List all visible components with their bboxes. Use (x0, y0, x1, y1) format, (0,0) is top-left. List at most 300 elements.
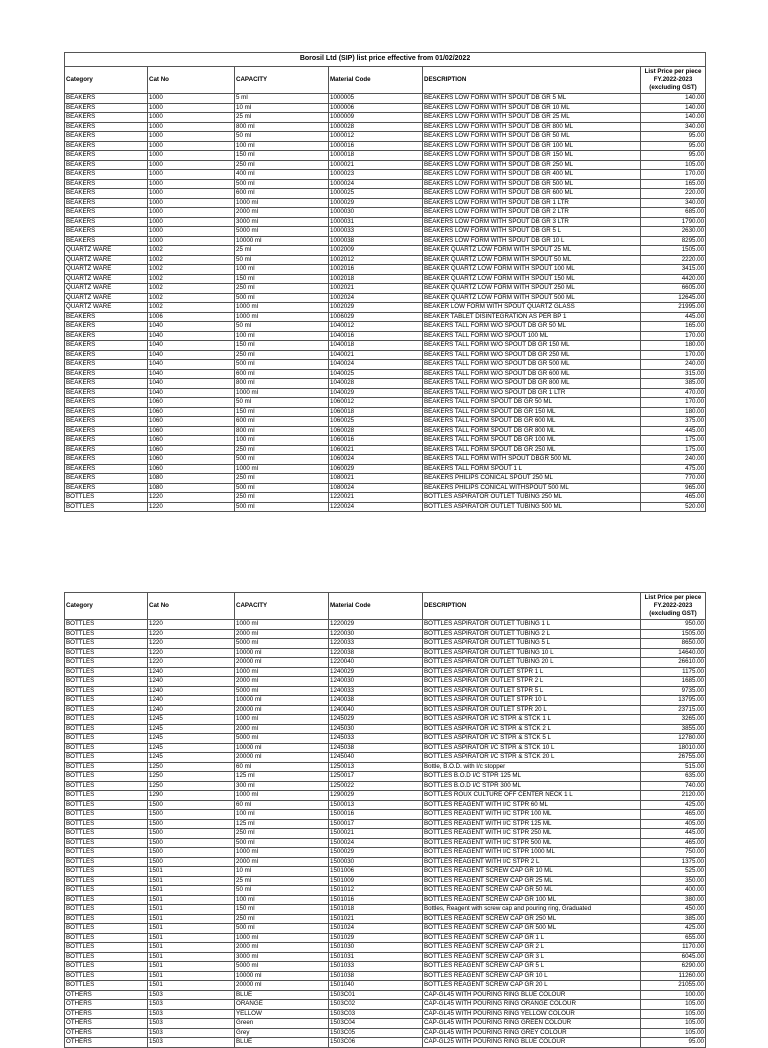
cell-capacity: 1000 ml (235, 303, 329, 313)
cell-cat-no: 1501 (148, 981, 235, 991)
cell-list-price: 1505.00 (641, 246, 706, 256)
cell-list-price: 13795.00 (641, 696, 706, 706)
cell-description: BEAKERS TALL FORM WITH SPOUT DBGR 500 ML (423, 455, 641, 465)
cell-description: Bottle, B.O.D. with I/c stopper (423, 762, 641, 772)
cell-category: QUARTZ WARE (65, 274, 148, 284)
cell-cat-no: 1240 (148, 677, 235, 687)
table-row (65, 895, 706, 905)
document-title: Borosil Ltd (SIP) list price effective from 01/02/2022 (65, 53, 706, 67)
cell-description: BEAKERS TALL FORM W/O SPOUT DB GR 800 ML (423, 379, 641, 389)
table-row (65, 132, 706, 142)
table-row (65, 886, 706, 896)
cell-capacity: 800 ml (235, 122, 329, 132)
table-row (65, 677, 706, 687)
cell-cat-no: 1000 (148, 198, 235, 208)
cell-category: BOTTLES (65, 648, 148, 658)
cell-category: BEAKERS (65, 398, 148, 408)
cell-description: BOTTLES ASPIRATOR OUTLET STPR 20 L (423, 705, 641, 715)
cell-cat-no: 1040 (148, 322, 235, 332)
cell-description: BOTTLES REAGENT SCREW CAP GR 10 L (423, 971, 641, 981)
table-row (65, 113, 706, 123)
cell-category: BEAKERS (65, 417, 148, 427)
cell-cat-no: 1503 (148, 1009, 235, 1019)
table-row (65, 502, 706, 512)
cell-material-code: 1500013 (329, 800, 423, 810)
cell-list-price: 445.00 (641, 426, 706, 436)
cell-description: BOTTLES REAGENT WITH I/C STPR 500 ML (423, 838, 641, 848)
cell-description: BEAKERS LOW FORM WITH SPOUT DB GR 800 ML (423, 122, 641, 132)
cell-cat-no: 1501 (148, 905, 235, 915)
table-row (65, 141, 706, 151)
cell-capacity: 800 ml (235, 426, 329, 436)
table-row (65, 620, 706, 630)
cell-list-price: 525.00 (641, 867, 706, 877)
cell-list-price: 1375.00 (641, 857, 706, 867)
cell-material-code: 1503C03 (329, 1009, 423, 1019)
cell-category: BOTTLES (65, 667, 148, 677)
table-row (65, 962, 706, 972)
cell-cat-no: 1503 (148, 1019, 235, 1029)
cell-material-code: 1220040 (329, 658, 423, 668)
cell-category: BOTTLES (65, 810, 148, 820)
cell-capacity: 2000 ml (235, 629, 329, 639)
table-row (65, 189, 706, 199)
cell-description: BOTTLES REAGENT SCREW CAP GR 50 ML (423, 886, 641, 896)
cell-list-price: 165.00 (641, 179, 706, 189)
cell-description: BOTTLES ASPIRATOR OUTLET TUBING 10 L (423, 648, 641, 658)
cell-category: BOTTLES (65, 724, 148, 734)
cell-list-price: 740.00 (641, 781, 706, 791)
cell-capacity: 800 ml (235, 379, 329, 389)
cell-material-code: 1501009 (329, 876, 423, 886)
cell-cat-no: 1501 (148, 952, 235, 962)
table-row (65, 952, 706, 962)
cell-cat-no: 1000 (148, 170, 235, 180)
cell-description: BEAKER QUARTZ LOW FORM WITH SPOUT 250 ML (423, 284, 641, 294)
cell-description: BOTTLES REAGENT WITH I/C STPR 250 ML (423, 829, 641, 839)
table-row (65, 474, 706, 484)
cell-description: BOTTLES ASPIRATOR OUTLET TUBING 1 L (423, 620, 641, 630)
cell-cat-no: 1245 (148, 743, 235, 753)
cell-capacity: 1000 ml (235, 667, 329, 677)
cell-capacity: 250 ml (235, 829, 329, 839)
cell-list-price: 1505.00 (641, 629, 706, 639)
table-row (65, 179, 706, 189)
cell-description: BEAKERS LOW FORM WITH SPOUT DB GR 150 ML (423, 151, 641, 161)
table-row (65, 236, 706, 246)
cell-description: BOTTLES ASPIRATOR OUTLET STPR 5 L (423, 686, 641, 696)
cell-list-price: 635.00 (641, 772, 706, 782)
cell-cat-no: 1060 (148, 398, 235, 408)
cell-cat-no: 1220 (148, 648, 235, 658)
table-row (65, 914, 706, 924)
cell-material-code: 1240040 (329, 705, 423, 715)
cell-material-code: 1503C02 (329, 1000, 423, 1010)
table-row (65, 781, 706, 791)
cell-category: BOTTLES (65, 686, 148, 696)
cell-category: OTHERS (65, 1038, 148, 1048)
cell-material-code: 1000038 (329, 236, 423, 246)
cell-material-code: 1500016 (329, 810, 423, 820)
cell-material-code: 1000005 (329, 94, 423, 104)
table-row (65, 293, 706, 303)
cell-capacity: 20000 ml (235, 658, 329, 668)
cell-cat-no: 1240 (148, 667, 235, 677)
cell-category: BEAKERS (65, 170, 148, 180)
cell-cat-no: 1080 (148, 474, 235, 484)
cell-list-price: 220.00 (641, 189, 706, 199)
cell-material-code: 1240029 (329, 667, 423, 677)
cell-material-code: 1000028 (329, 122, 423, 132)
cell-category: BEAKERS (65, 113, 148, 123)
cell-description: CAP-GL45 WITH POURING RING GREEN COLOUR (423, 1019, 641, 1029)
cell-material-code: 1000031 (329, 217, 423, 227)
cell-capacity: 50 ml (235, 886, 329, 896)
cell-description: BOTTLES ASPIRATOR OUTLET STPR 10 L (423, 696, 641, 706)
cell-category: OTHERS (65, 1028, 148, 1038)
cell-material-code: 1060024 (329, 455, 423, 465)
cell-category: BOTTLES (65, 705, 148, 715)
table-row (65, 810, 706, 820)
header-cat-no: Cat No (148, 593, 235, 620)
header-capacity: CAPACITY (235, 67, 329, 94)
cell-capacity: 60 ml (235, 762, 329, 772)
cell-capacity: 250 ml (235, 474, 329, 484)
table-row (65, 734, 706, 744)
cell-category: BEAKERS (65, 208, 148, 218)
cell-cat-no: 1240 (148, 696, 235, 706)
cell-description: BEAKERS TALL FORM SPOUT DB GR 150 ML (423, 407, 641, 417)
table-row (65, 103, 706, 113)
cell-category: BOTTLES (65, 886, 148, 896)
table-row (65, 426, 706, 436)
cell-description: BEAKERS TALL FORM SPOUT 1 L (423, 464, 641, 474)
cell-description: BEAKERS LOW FORM WITH SPOUT DB GR 600 ML (423, 189, 641, 199)
cell-material-code: 1040025 (329, 369, 423, 379)
cell-cat-no: 1060 (148, 417, 235, 427)
cell-capacity: 2000 ml (235, 724, 329, 734)
cell-category: BOTTLES (65, 952, 148, 962)
table-row (65, 867, 706, 877)
cell-list-price: 350.00 (641, 876, 706, 886)
cell-category: BEAKERS (65, 322, 148, 332)
cell-capacity: 1000 ml (235, 312, 329, 322)
cell-category: BEAKERS (65, 141, 148, 151)
cell-capacity: 500 ml (235, 924, 329, 934)
cell-description: BEAKERS LOW FORM WITH SPOUT DB GR 250 ML (423, 160, 641, 170)
cell-category: BOTTLES (65, 677, 148, 687)
cell-list-price: 180.00 (641, 407, 706, 417)
cell-list-price: 465.00 (641, 838, 706, 848)
cell-material-code: 1000016 (329, 141, 423, 151)
cell-material-code: 1501012 (329, 886, 423, 896)
cell-material-code: 1501024 (329, 924, 423, 934)
cell-material-code: 1220030 (329, 629, 423, 639)
cell-list-price: 18010.00 (641, 743, 706, 753)
cell-category: BOTTLES (65, 639, 148, 649)
table-row (65, 246, 706, 256)
cell-material-code: 1501029 (329, 933, 423, 943)
cell-capacity: 5000 ml (235, 962, 329, 972)
cell-capacity: Grey (235, 1028, 329, 1038)
cell-cat-no: 1002 (148, 246, 235, 256)
cell-category: QUARTZ WARE (65, 284, 148, 294)
table-row (65, 1019, 706, 1029)
cell-category: BOTTLES (65, 800, 148, 810)
cell-cat-no: 1250 (148, 762, 235, 772)
cell-description: BOTTLES ASPIRATOR OUTLET TUBING 2 L (423, 629, 641, 639)
cell-description: BOTTLES REAGENT SCREW CAP GR 20 L (423, 981, 641, 991)
cell-capacity: BLUE (235, 1038, 329, 1048)
cell-material-code: 1500029 (329, 848, 423, 858)
cell-category: BOTTLES (65, 933, 148, 943)
header-cat-no: Cat No (148, 67, 235, 94)
cell-list-price: 450.00 (641, 905, 706, 915)
cell-material-code: 1501018 (329, 905, 423, 915)
cell-material-code: 1503C01 (329, 990, 423, 1000)
cell-description: BOTTLES ASPIRATOR OUTLET TUBING 5 L (423, 639, 641, 649)
cell-list-price: 520.00 (641, 502, 706, 512)
cell-capacity: 250 ml (235, 445, 329, 455)
table-row (65, 819, 706, 829)
cell-category: BOTTLES (65, 971, 148, 981)
cell-capacity: 1000 ml (235, 848, 329, 858)
table-row (65, 341, 706, 351)
cell-list-price: 170.00 (641, 350, 706, 360)
table-row (65, 629, 706, 639)
cell-cat-no: 1245 (148, 753, 235, 763)
cell-list-price: 340.00 (641, 122, 706, 132)
cell-category: BEAKERS (65, 474, 148, 484)
cell-capacity: 3000 ml (235, 952, 329, 962)
cell-capacity: 1000 ml (235, 933, 329, 943)
cell-capacity: 5000 ml (235, 639, 329, 649)
cell-category: BOTTLES (65, 781, 148, 791)
cell-description: BOTTLES ASPIRATOR I/C STPR & STCK 5 L (423, 734, 641, 744)
cell-capacity: 100 ml (235, 895, 329, 905)
cell-capacity: ORANGE (235, 1000, 329, 1010)
header-capacity: CAPACITY (235, 593, 329, 620)
cell-material-code: 1501030 (329, 943, 423, 953)
cell-cat-no: 1060 (148, 464, 235, 474)
cell-material-code: 1500030 (329, 857, 423, 867)
table-row (65, 857, 706, 867)
cell-list-price: 100.00 (641, 990, 706, 1000)
cell-cat-no: 1000 (148, 103, 235, 113)
cell-material-code: 1501033 (329, 962, 423, 972)
cell-material-code: 1220029 (329, 620, 423, 630)
table-row (65, 715, 706, 725)
cell-cat-no: 1501 (148, 943, 235, 953)
cell-material-code: 1245033 (329, 734, 423, 744)
cell-cat-no: 1290 (148, 791, 235, 801)
cell-cat-no: 1060 (148, 436, 235, 446)
cell-description: BOTTLES B.O.D I/C STPR 125 ML (423, 772, 641, 782)
cell-list-price: 965.00 (641, 483, 706, 493)
cell-capacity: 250 ml (235, 284, 329, 294)
cell-cat-no: 1501 (148, 962, 235, 972)
header-list-price: List Price per piece FY.2022-2023 (excluding GST) (641, 593, 706, 620)
cell-cat-no: 1220 (148, 620, 235, 630)
cell-category: QUARTZ WARE (65, 293, 148, 303)
cell-cat-no: 1000 (148, 113, 235, 123)
table-row (65, 876, 706, 886)
cell-description: BOTTLES ASPIRATOR OUTLET STPR 1 L (423, 667, 641, 677)
cell-material-code: 1060018 (329, 407, 423, 417)
cell-capacity: 125 ml (235, 819, 329, 829)
table-row (65, 1009, 706, 1019)
cell-category: BOTTLES (65, 838, 148, 848)
cell-capacity: 125 ml (235, 772, 329, 782)
cell-description: BOTTLES ROUX CULTURE OFF CENTER NECK 1 L (423, 791, 641, 801)
cell-description: Bottles, Reagent with screw cap and pouring ring, Graduated (423, 905, 641, 915)
cell-list-price: 1170.00 (641, 943, 706, 953)
cell-material-code: 1501016 (329, 895, 423, 905)
cell-cat-no: 1040 (148, 350, 235, 360)
cell-capacity: 5000 ml (235, 686, 329, 696)
cell-category: BEAKERS (65, 198, 148, 208)
cell-description: BOTTLES REAGENT WITH I/C STPR 60 ML (423, 800, 641, 810)
cell-list-price: 140.00 (641, 103, 706, 113)
cell-cat-no: 1002 (148, 303, 235, 313)
cell-cat-no: 1000 (148, 217, 235, 227)
cell-material-code: 1220021 (329, 493, 423, 503)
table-row (65, 493, 706, 503)
cell-category: BOTTLES (65, 819, 148, 829)
price-list-table-page-2 (64, 592, 706, 1048)
cell-material-code: 1040018 (329, 341, 423, 351)
cell-list-price: 240.00 (641, 360, 706, 370)
cell-material-code: 1500017 (329, 819, 423, 829)
cell-category: BEAKERS (65, 331, 148, 341)
cell-category: BEAKERS (65, 407, 148, 417)
cell-category: BEAKERS (65, 445, 148, 455)
cell-capacity: 500 ml (235, 502, 329, 512)
table-row (65, 322, 706, 332)
cell-material-code: 1501038 (329, 971, 423, 981)
cell-capacity: 25 ml (235, 876, 329, 886)
cell-category: BEAKERS (65, 388, 148, 398)
cell-capacity: 1000 ml (235, 198, 329, 208)
cell-category: BEAKERS (65, 103, 148, 113)
cell-material-code: 1245040 (329, 753, 423, 763)
cell-capacity: 100 ml (235, 141, 329, 151)
cell-material-code: 1503C05 (329, 1028, 423, 1038)
table-row (65, 265, 706, 275)
cell-capacity: 10 ml (235, 867, 329, 877)
cell-category: BOTTLES (65, 895, 148, 905)
cell-description: BEAKERS TALL FORM SPOUT DB GR 250 ML (423, 445, 641, 455)
cell-description: BOTTLES ASPIRATOR I/C STPR & STCK 10 L (423, 743, 641, 753)
cell-material-code: 1501006 (329, 867, 423, 877)
cell-description: CAP-GL45 WITH POURING RING GREY COLOUR (423, 1028, 641, 1038)
cell-category: BEAKERS (65, 236, 148, 246)
header-row (65, 593, 706, 620)
cell-cat-no: 1002 (148, 274, 235, 284)
cell-description: BEAKERS LOW FORM WITH SPOUT DB GR 100 ML (423, 141, 641, 151)
table-row (65, 791, 706, 801)
table-row (65, 217, 706, 227)
cell-category: BOTTLES (65, 734, 148, 744)
cell-list-price: 26610.00 (641, 658, 706, 668)
cell-capacity: 500 ml (235, 838, 329, 848)
cell-cat-no: 1040 (148, 331, 235, 341)
cell-description: BEAKERS LOW FORM WITH SPOUT DB GR 5 L (423, 227, 641, 237)
cell-list-price: 12780.00 (641, 734, 706, 744)
cell-category: BOTTLES (65, 743, 148, 753)
table-row (65, 122, 706, 132)
cell-description: CAP-GL25 WITH POURING RING BLUE COLOUR (423, 1038, 641, 1048)
cell-description: BOTTLES ASPIRATOR OUTLET STPR 2 L (423, 677, 641, 687)
table-row (65, 753, 706, 763)
cell-description: BEAKERS LOW FORM WITH SPOUT DB GR 2 LTR (423, 208, 641, 218)
cell-cat-no: 1040 (148, 388, 235, 398)
table-row (65, 331, 706, 341)
cell-list-price: 9735.00 (641, 686, 706, 696)
cell-material-code: 1000024 (329, 179, 423, 189)
cell-description: BOTTLES REAGENT SCREW CAP GR 2 L (423, 943, 641, 953)
cell-capacity: 10000 ml (235, 648, 329, 658)
cell-material-code: 1245029 (329, 715, 423, 725)
cell-capacity: 100 ml (235, 810, 329, 820)
cell-description: BEAKERS TALL FORM SPOUT DB GR 600 ML (423, 417, 641, 427)
cell-material-code: 1000012 (329, 132, 423, 142)
table-row (65, 151, 706, 161)
cell-cat-no: 1245 (148, 734, 235, 744)
cell-cat-no: 1503 (148, 1038, 235, 1048)
cell-cat-no: 1002 (148, 265, 235, 275)
cell-description: BOTTLES ASPIRATOR I/C STPR & STCK 20 L (423, 753, 641, 763)
cell-capacity: Green (235, 1019, 329, 1029)
cell-list-price: 95.00 (641, 151, 706, 161)
cell-material-code: 1060012 (329, 398, 423, 408)
cell-list-price: 470.00 (641, 388, 706, 398)
table-row (65, 1000, 706, 1010)
cell-cat-no: 1503 (148, 990, 235, 1000)
cell-material-code: 1002029 (329, 303, 423, 313)
cell-category: BOTTLES (65, 696, 148, 706)
cell-material-code: 1000006 (329, 103, 423, 113)
cell-capacity: BLUE (235, 990, 329, 1000)
cell-cat-no: 1040 (148, 360, 235, 370)
cell-material-code: 1060016 (329, 436, 423, 446)
cell-description: BOTTLES B.O.D I/C STPR 300 ML (423, 781, 641, 791)
cell-cat-no: 1000 (148, 141, 235, 151)
table-row (65, 905, 706, 915)
cell-cat-no: 1500 (148, 857, 235, 867)
cell-material-code: 1000029 (329, 198, 423, 208)
cell-material-code: 1503C04 (329, 1019, 423, 1029)
cell-material-code: 1290029 (329, 791, 423, 801)
cell-category: BOTTLES (65, 848, 148, 858)
table-row (65, 724, 706, 734)
cell-description: BEAKERS TALL FORM SPOUT DB GR 800 ML (423, 426, 641, 436)
cell-category: BEAKERS (65, 227, 148, 237)
cell-list-price: 12645.00 (641, 293, 706, 303)
cell-capacity: 3000 ml (235, 217, 329, 227)
cell-category: QUARTZ WARE (65, 255, 148, 265)
cell-list-price: 3855.00 (641, 724, 706, 734)
table-row (65, 772, 706, 782)
table-row (65, 379, 706, 389)
cell-material-code: 1000021 (329, 160, 423, 170)
cell-material-code: 1000030 (329, 208, 423, 218)
table-row (65, 981, 706, 991)
table-row (65, 255, 706, 265)
cell-description: BEAKERS TALL FORM W/O SPOUT DB GR 500 ML (423, 360, 641, 370)
header-category: Category (65, 67, 148, 94)
table-row (65, 198, 706, 208)
